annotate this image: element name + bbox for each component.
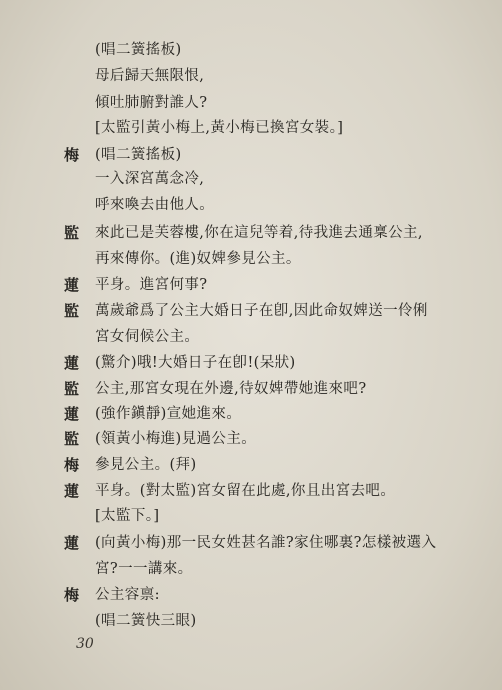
- script-line: [0, 246, 502, 272]
- script-line: [0, 115, 502, 141]
- dialogue-text: 參見公主。(拜): [95, 457, 197, 473]
- dialogue-text: 一入深宮萬念冷,: [95, 171, 205, 187]
- dialogue-text: 來此已是芙蓉樓,你在這兒等着,待我進去通稟公主,: [95, 225, 423, 241]
- script-line: [0, 166, 502, 192]
- script-line: [0, 90, 502, 116]
- script-line: [0, 298, 502, 324]
- speaker-label: 梅: [64, 456, 80, 474]
- dialogue-text: [太監下。]: [95, 508, 160, 524]
- dialogue-text: 傾吐肺腑對誰人?: [95, 95, 208, 111]
- dialogue-text: (唱二簧搖板): [95, 42, 182, 58]
- speaker-label: 蓮: [64, 405, 80, 423]
- dialogue-text: 公主,那宮女現在外邊,待奴婢帶她進來吧?: [95, 381, 367, 397]
- speaker-label: 蓮: [64, 354, 80, 372]
- speaker-label: 監: [64, 430, 80, 448]
- dialogue-text: (唱二簧搖板): [95, 147, 182, 163]
- script-line: [0, 556, 502, 582]
- script-line: [0, 63, 502, 89]
- dialogue-text: 再來傳你。(進)奴婢參見公主。: [95, 251, 301, 267]
- script-line: [0, 220, 502, 246]
- script-line: [0, 350, 502, 376]
- dialogue-text: (唱二簧快三眼): [95, 613, 197, 629]
- speaker-label: 監: [64, 224, 80, 242]
- dialogue-text: 公主容禀:: [95, 587, 160, 603]
- speaker-label: 監: [64, 380, 80, 398]
- script-line: [0, 324, 502, 350]
- dialogue-text: 平身。進宮何事?: [95, 277, 208, 293]
- dialogue-text: (強作鎭靜)宣她進來。: [95, 406, 242, 422]
- dialogue-text: 呼來喚去由他人。: [95, 197, 215, 213]
- speaker-label: 監: [64, 302, 80, 320]
- script-line: [0, 192, 502, 218]
- script-line: [0, 452, 502, 478]
- script-line: [0, 272, 502, 298]
- dialogue-text: (驚介)哦!大婚日子在卽!(呆狀): [95, 355, 296, 371]
- speaker-label: 蓮: [64, 482, 80, 500]
- speaker-label: 蓮: [64, 276, 80, 294]
- script-line: [0, 582, 502, 608]
- script-line: [0, 37, 502, 63]
- dialogue-text: 宮?一一講來。: [95, 561, 193, 577]
- dialogue-text: 宮女伺候公主。: [95, 329, 200, 345]
- script-line: [0, 608, 502, 634]
- dialogue-text: (向黃小梅)那一民女姓甚名誰?家住哪裏?怎樣被選入: [95, 535, 437, 551]
- script-line: [0, 376, 502, 402]
- script-line: [0, 426, 502, 452]
- dialogue-text: 萬歲爺爲了公主大婚日子在卽,因此命奴婢送一伶俐: [95, 303, 428, 319]
- dialogue-text: [太監引黃小梅上,黃小梅已換宮女裝。]: [95, 120, 344, 136]
- dialogue-text: 平身。(對太監)宮女留在此處,你且出宮去吧。: [95, 483, 396, 499]
- script-line: [0, 478, 502, 504]
- dialogue-text: (領黃小梅進)見過公主。: [95, 431, 257, 447]
- script-line: [0, 530, 502, 556]
- script-line: [0, 142, 502, 168]
- script-line: [0, 401, 502, 427]
- speaker-label: 梅: [64, 586, 80, 604]
- speaker-label: 梅: [64, 146, 80, 164]
- script-line: [0, 503, 502, 529]
- speaker-label: 蓮: [64, 534, 80, 552]
- dialogue-text: 母后歸天無限恨,: [95, 68, 205, 84]
- page-number: 30: [76, 636, 94, 652]
